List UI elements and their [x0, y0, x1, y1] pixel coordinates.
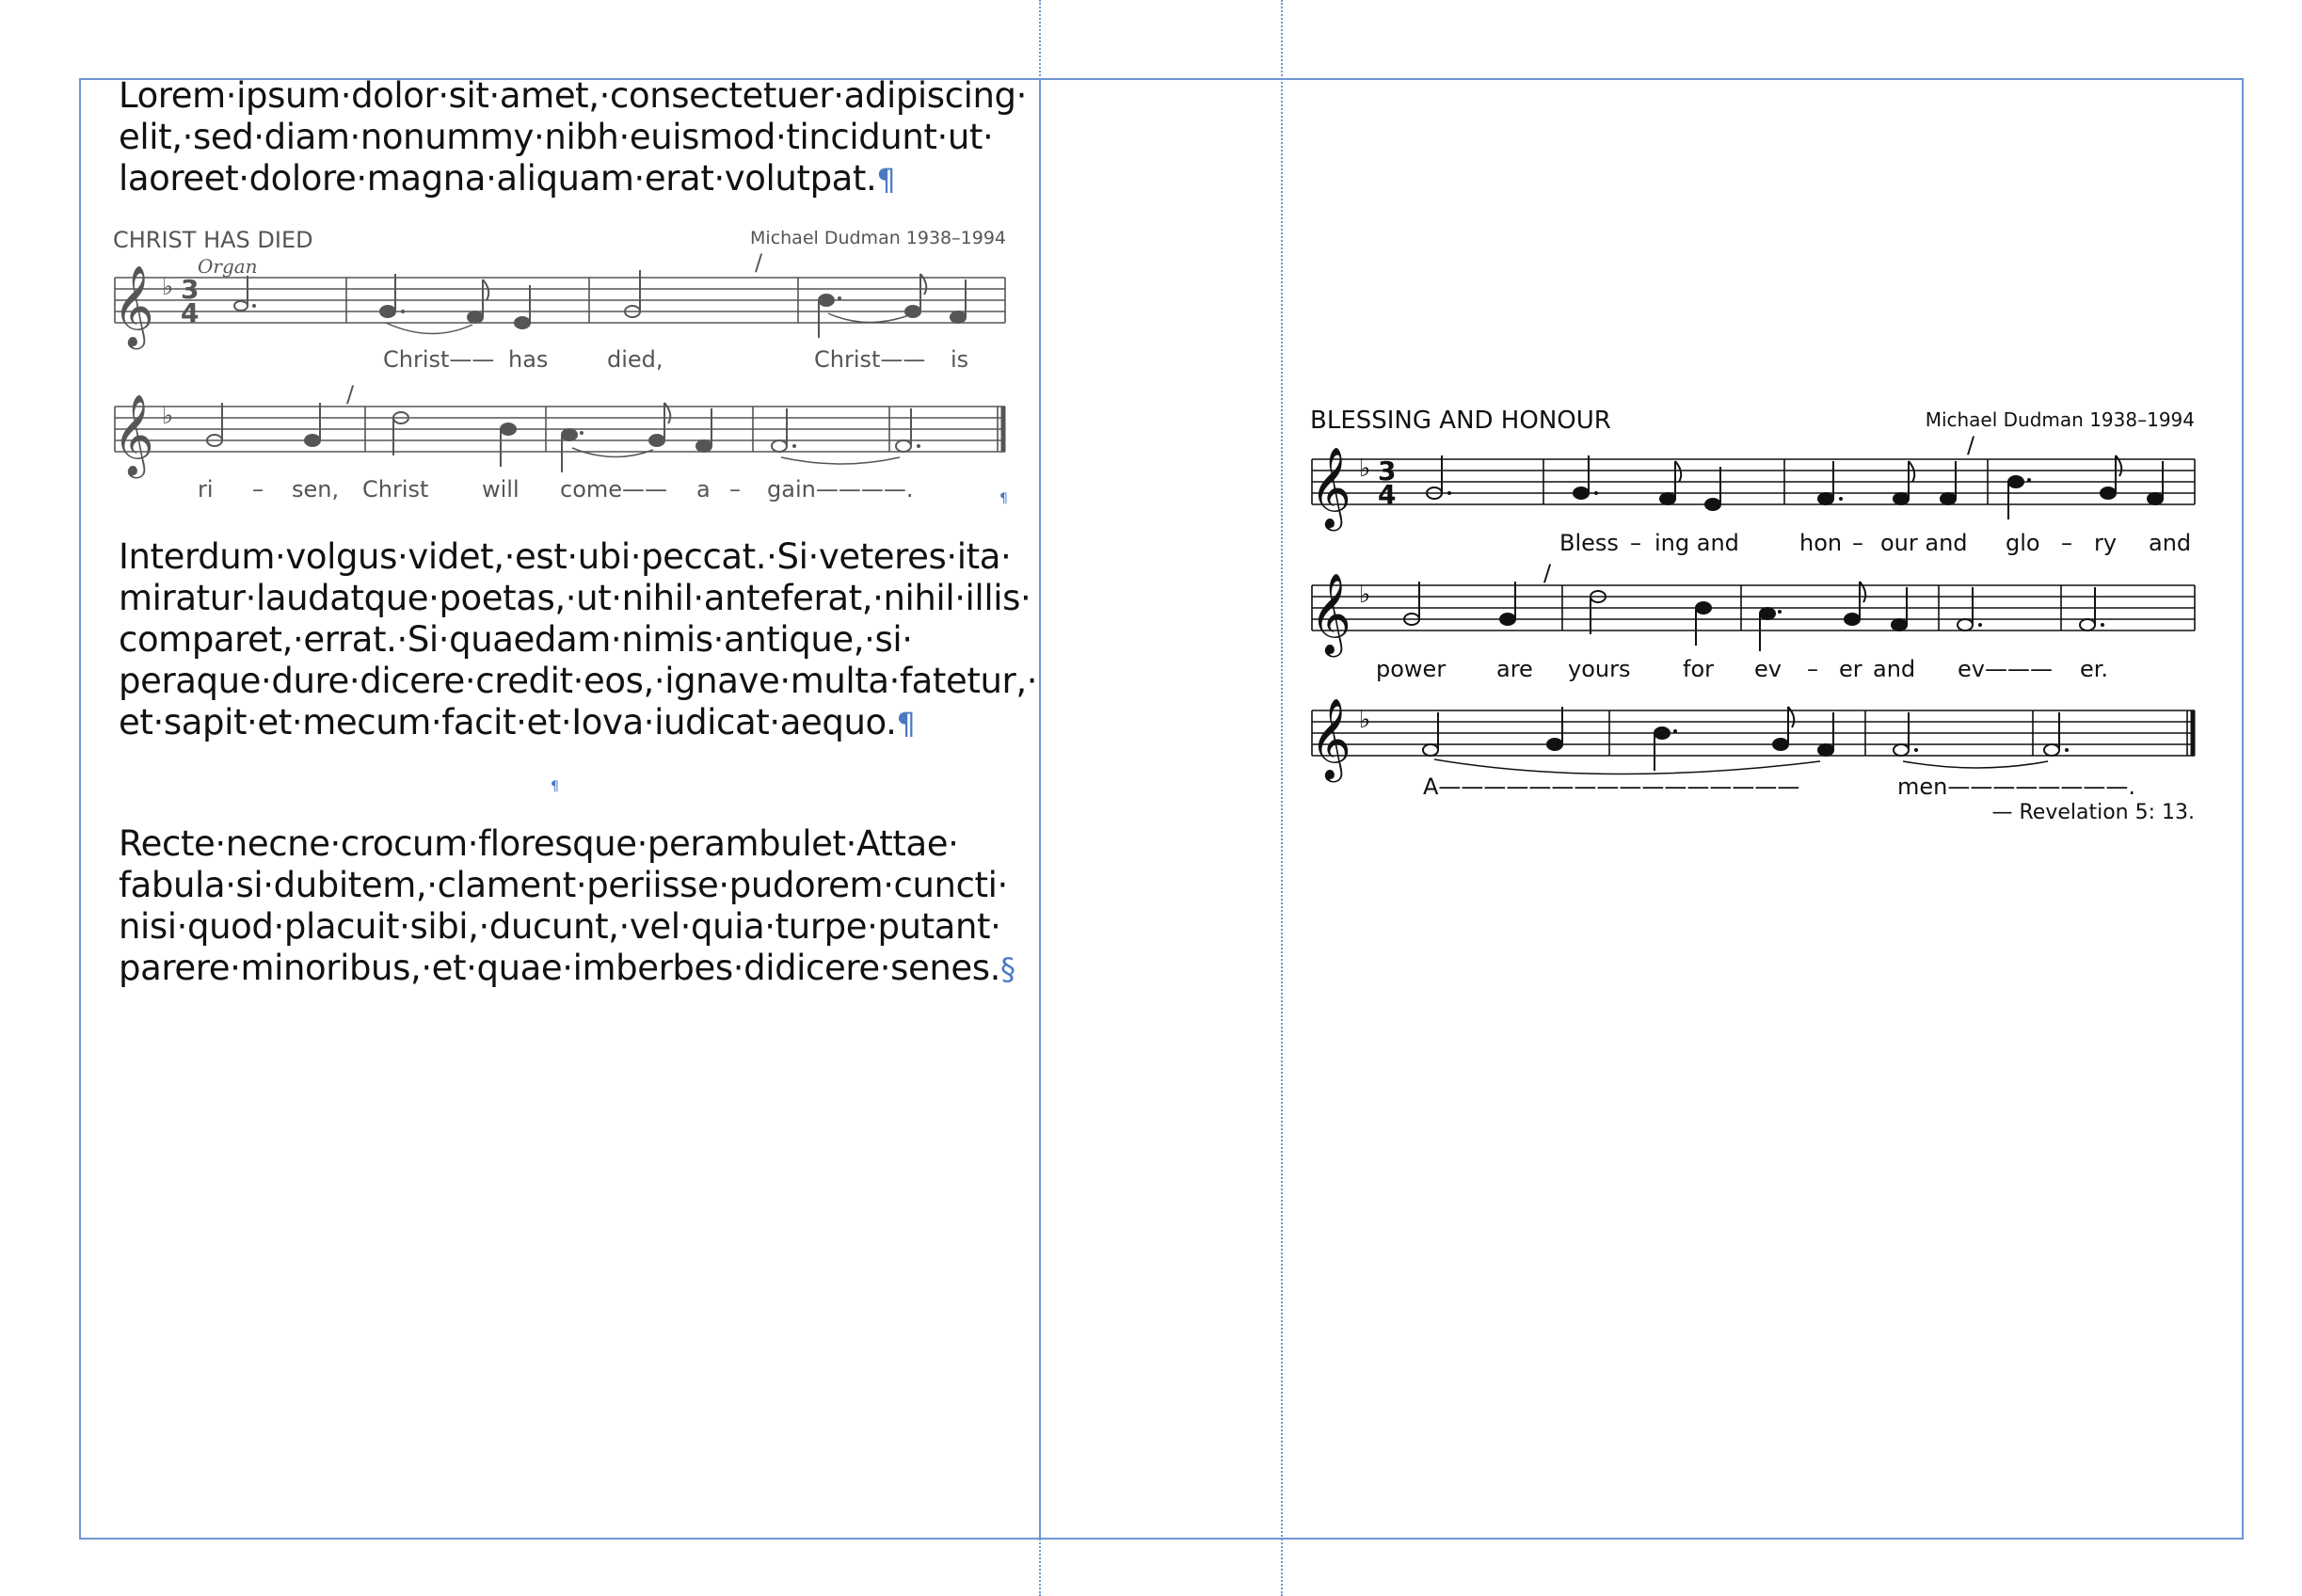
text-line-content: et·sapit·et·mecum·facit·et·Iova·iudicat·aequo. [119, 702, 897, 742]
text-line: comparet,·errat.·Si·quaedam·nimis·antique,·si· [119, 619, 913, 660]
lyrics-row-3 [1423, 774, 2135, 800]
lyric-syllable: – [2061, 530, 2072, 556]
lyric-syllable: men————————. [1897, 774, 2135, 800]
breath-mark: / [755, 249, 763, 276]
lyric-syllable: a [696, 476, 711, 503]
lyric-syllable: are [1496, 656, 1533, 682]
text-line: Recte·necne·crocum·floresque·perambulet·Attae· [119, 823, 959, 864]
text-line: elit,·sed·diam·nonummy·nibh·euismod·tincidunt·ut· [119, 117, 994, 157]
time-signature-top: 3 [181, 274, 200, 305]
staff-system-1 [1312, 459, 2195, 504]
lyric-syllable: glo [2006, 530, 2040, 556]
lyric-syllable: Christ—— [814, 346, 926, 373]
hymn-title: BLESSING AND HONOUR [1310, 407, 1611, 435]
lyrics-row-2 [198, 476, 913, 503]
lyric-syllable: ev [1754, 656, 1782, 682]
lyric-syllable: power [1376, 656, 1447, 682]
treble-clef-icon: 𝄞 [113, 394, 154, 475]
time-signature-top: 3 [1378, 455, 1397, 487]
lyric-syllable: ri [198, 476, 214, 503]
hymn-composer: Michael Dudman 1938–1994 [1925, 408, 2195, 431]
time-signature-bottom: 4 [1378, 479, 1397, 510]
lyric-syllable: died, [607, 346, 663, 373]
text-line: fabula·si·dubitem,·clament·periisse·pudorem·cuncti· [119, 865, 1008, 905]
lyric-syllable: – [1852, 530, 1863, 556]
text-line-content: parere·minoribus,·et·quae·imberbes·didicere·senes. [119, 948, 1000, 988]
notes-system-3 [1423, 707, 2069, 774]
lyric-syllable: Christ [362, 476, 429, 503]
notes-system-2 [1404, 582, 2104, 651]
small-pilcrow-mark: ¶ [999, 491, 1008, 506]
lyric-syllable: Christ—— [383, 346, 495, 373]
pilcrow-mark: ¶ [876, 162, 896, 198]
lyric-syllable: our and [1880, 530, 1968, 556]
text-line: peraque·dure·dicere·credit·eos,·ignave·multa·fatetur,· [119, 661, 1038, 701]
lyric-syllable: ry [2094, 530, 2118, 556]
lyric-syllable: yours [1568, 656, 1631, 682]
text-line-content: laoreet·dolore·magna·aliquam·erat·volutpat. [119, 158, 877, 199]
scripture-reference: — Revelation 5: 13. [1991, 801, 2195, 824]
text-line: Lorem·ipsum·dolor·sit·amet,·consectetuer·adipiscing· [119, 75, 1027, 116]
lyric-syllable: er [1839, 656, 1862, 682]
lyric-syllable: – [252, 476, 264, 503]
time-signature-bottom: 4 [181, 297, 200, 328]
notes-system-1 [1427, 455, 2163, 519]
text-line [119, 702, 1041, 744]
spread-guide-right [1281, 0, 1283, 1596]
lyric-syllable: has [508, 346, 549, 373]
flat-icon: ♭ [1359, 581, 1371, 609]
small-pilcrow-mark: ¶ [551, 779, 559, 794]
lyric-syllable: – [1630, 530, 1641, 556]
text-line [119, 948, 1041, 990]
lyric-syllable: – [1807, 656, 1818, 682]
treble-clef-icon: 𝄞 [1310, 573, 1351, 654]
hymn-title: CHRIST HAS DIED [113, 227, 313, 253]
hymn-blessing-and-honour [1299, 400, 2202, 833]
staff-system-3 [1312, 710, 2195, 756]
lyrics-row-2 [1376, 656, 2108, 682]
treble-clef-icon: 𝄞 [1310, 447, 1351, 528]
flat-icon: ♭ [162, 402, 174, 430]
hymn-composer: Michael Dudman 1938–1994 [750, 228, 1006, 248]
paragraph-recte [119, 823, 1041, 990]
lyric-syllable: Bless [1559, 530, 1619, 556]
flat-icon: ♭ [1359, 455, 1371, 483]
lyric-syllable: come—— [560, 476, 668, 503]
lyric-syllable: for [1683, 656, 1714, 682]
lyric-syllable: is [951, 346, 969, 373]
flat-icon: ♭ [1359, 706, 1371, 734]
lyrics-row-1 [1559, 530, 2191, 556]
lyric-syllable: hon [1799, 530, 1843, 556]
breath-mark: / [346, 381, 355, 407]
lyric-syllable: sen, [292, 476, 340, 503]
staff-system-2 [115, 407, 1005, 452]
pilcrow-mark: ¶ [896, 706, 916, 742]
treble-clef-icon: 𝄞 [113, 265, 154, 346]
breath-mark: / [1543, 560, 1552, 586]
hymn-christ-has-died [104, 221, 1045, 522]
treble-clef-icon: 𝄞 [1310, 698, 1351, 779]
lyric-syllable: ing and [1655, 530, 1739, 556]
paragraph-lorem [119, 75, 1041, 200]
lyrics-row-1 [383, 346, 968, 373]
flat-icon: ♭ [162, 273, 174, 301]
notes-system-1 [234, 270, 966, 338]
lyric-syllable: er. [2080, 656, 2109, 682]
lyric-syllable: ev——— [1958, 656, 2053, 682]
breath-mark: / [1967, 432, 1975, 458]
staff-system-2 [1312, 585, 2195, 630]
lyric-syllable: A———————————————— [1423, 774, 1800, 800]
section-mark: § [999, 951, 1015, 987]
lyric-syllable: will [482, 476, 520, 503]
text-line: Interdum·volgus·videt,·est·ubi·peccat.·Si·veteres·ita· [119, 536, 1012, 577]
lyric-syllable: – [729, 476, 741, 503]
notes-system-2 [207, 403, 920, 472]
paragraph-interdum [119, 536, 1041, 744]
lyric-syllable: gain————. [767, 476, 914, 503]
text-line: nisi·quod·placuit·sibi,·ducunt,·vel·quia·turpe·putant· [119, 906, 1001, 947]
text-line: miratur·laudatque·poetas,·ut·nihil·anteferat,·nihil·illis· [119, 578, 1031, 618]
text-line [119, 158, 1041, 200]
instrument-label: Organ [198, 255, 258, 278]
lyric-syllable: and [2149, 530, 2192, 556]
lyric-syllable: and [1873, 656, 1916, 682]
